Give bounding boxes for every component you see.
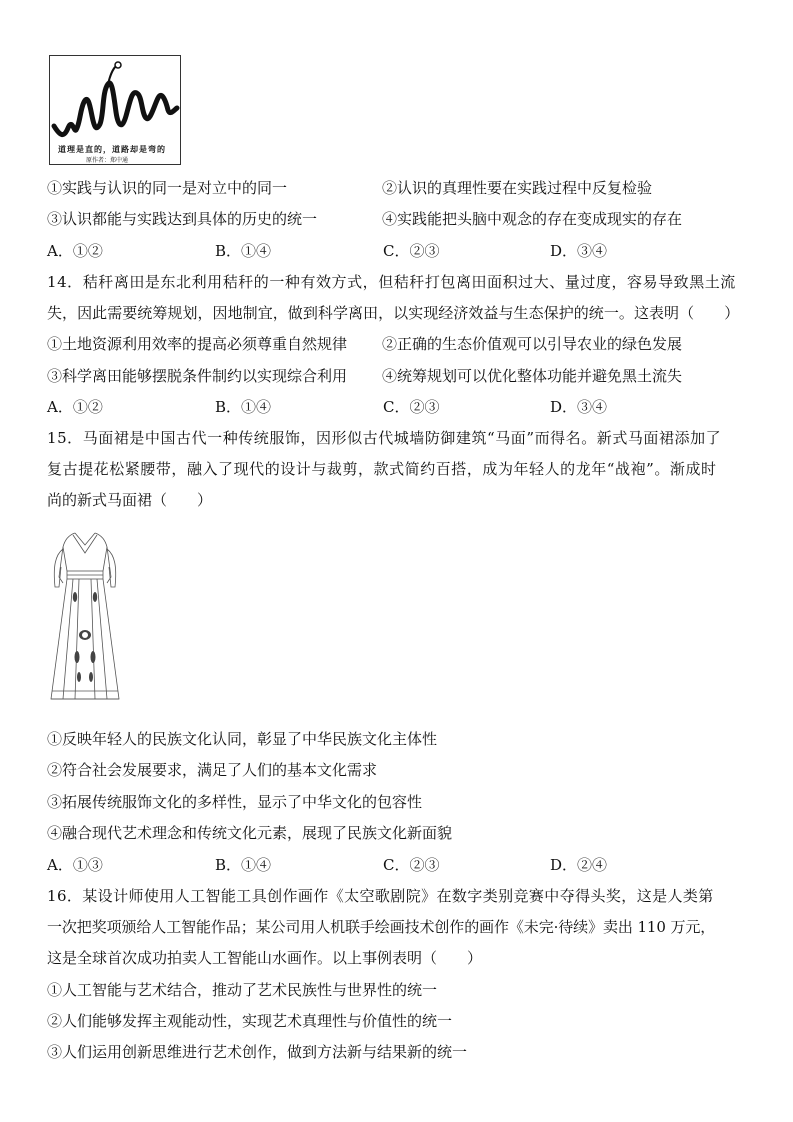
q15-statement-1: ①反映年轻人的民族文化认同，彰显了中华民族文化主体性 xyxy=(47,730,438,748)
q14-statement-1: ①土地资源利用效率的提高必须尊重自然规律 xyxy=(47,335,348,353)
q15-choice-a[interactable]: A．①③ xyxy=(47,856,103,874)
figure-author: 原作者：郑中通 xyxy=(86,157,129,164)
q15-statement-3: ③拓展传统服饰文化的多样性，显示了中华文化的包容性 xyxy=(47,793,423,811)
q16-statement-3: ③人们运用创新思维进行艺术创作，做到方法新与结果新的统一 xyxy=(47,1043,468,1061)
q14-stem-line-1: 14．秸秆离田是东北利用秸秆的一种有效方式，但秸秆打包离田面积过大、量过度，容易导致黑土流 xyxy=(47,273,736,291)
q15-statement-4: ④融合现代艺术理念和传统文化元素，展现了民族文化新面貌 xyxy=(47,824,453,842)
q14-statement-2: ②正确的生态价值观可以引导农业的绿色发展 xyxy=(382,335,683,353)
horse-face-skirt-illustration xyxy=(45,527,125,709)
q13-statement-4: ④实践能把头脑中观念的存在变成现实的存在 xyxy=(382,210,683,228)
q15-choice-b[interactable]: B．①④ xyxy=(215,856,272,874)
q16-statement-1: ①人工智能与艺术结合，推动了艺术民族性与世界性的统一 xyxy=(47,981,438,999)
q15-statement-2: ②符合社会发展要求，满足了人们的基本文化需求 xyxy=(47,761,378,779)
q14-statement-4: ④统筹规划可以优化整体功能并避免黑土流失 xyxy=(382,367,683,385)
q14-statement-3: ③科学离田能够摆脱条件制约以实现综合利用 xyxy=(47,367,348,385)
q16-stem-line-1: 16．某设计师使用人工智能工具创作画作《太空歌剧院》在数字类别竞赛中夺得头奖，这是人类第 xyxy=(47,887,714,905)
q15-choice-d[interactable]: D．②④ xyxy=(550,856,608,874)
q13-choice-c[interactable]: C．②③ xyxy=(383,242,440,260)
q14-choice-d[interactable]: D．③④ xyxy=(550,398,608,416)
figure-caption: 道理是直的，道路却是弯的 xyxy=(58,144,166,154)
q16-stem-line-2: 一次把奖项颁给人工智能作品；某公司用人机联手绘画技术创作的画作《未完·待续》卖出 110 万元， xyxy=(47,918,716,936)
q14-choice-a[interactable]: A．①② xyxy=(47,398,103,416)
q14-stem-line-2: 失，因此需要统筹规划，因地制宜，做到科学离田，以实现经济效益与生态保护的统一。这表明（ ） xyxy=(47,304,740,322)
q13-statement-3: ③认识都能与实践达到具体的历史的统一 xyxy=(47,210,318,228)
q16-stem-line-3: 这是全球首次成功拍卖人工智能山水画作。以上事例表明（ ） xyxy=(47,949,483,967)
q13-choice-a[interactable]: A．①② xyxy=(47,242,103,260)
q13-statement-1: ①实践与认识的同一是对立中的同一 xyxy=(47,179,288,197)
q14-choice-b[interactable]: B．①④ xyxy=(215,398,272,416)
q13-choice-b[interactable]: B．①④ xyxy=(215,242,272,260)
winding-road-illustration xyxy=(50,58,180,144)
q15-stem-line-1: 15．马面裙是中国古代一种传统服饰，因形似古代城墙防御建筑“马面”而得名。新式马面裙添加了 xyxy=(47,429,722,447)
q16-statement-2: ②人们能够发挥主观能动性，实现艺术真理性与价值性的统一 xyxy=(47,1012,453,1030)
q15-stem-line-3: 尚的新式马面裙（ ） xyxy=(47,491,213,509)
mamianqun-figure xyxy=(45,527,125,709)
q15-choice-c[interactable]: C．②③ xyxy=(383,856,440,874)
q13-choice-d[interactable]: D．③④ xyxy=(550,242,608,260)
calligraphy-figure xyxy=(49,55,181,165)
q13-statement-2: ②认识的真理性要在实践过程中反复检验 xyxy=(382,179,653,197)
q14-choice-c[interactable]: C．②③ xyxy=(383,398,440,416)
q15-stem-line-2: 复古提花松紧腰带，融入了现代的设计与裁剪，款式简约百搭，成为年轻人的龙年“战袍”。渐成时 xyxy=(47,460,717,478)
